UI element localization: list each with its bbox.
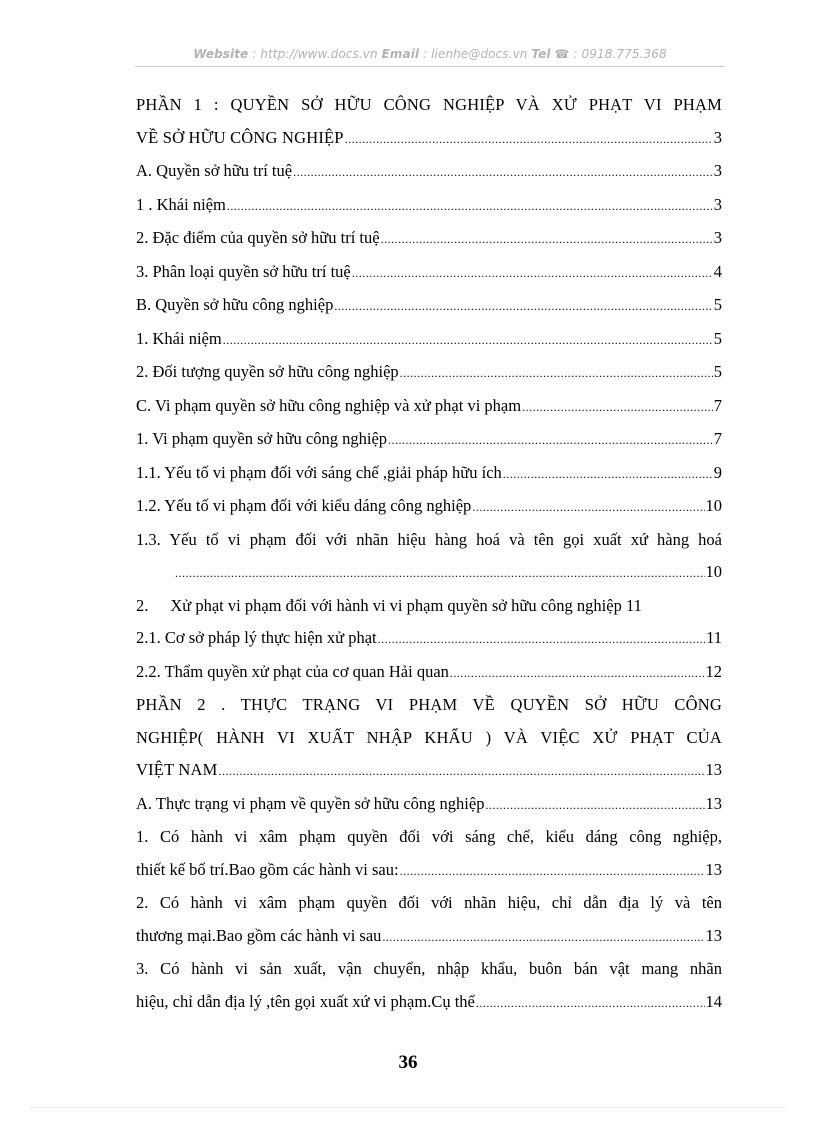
table-of-contents [136, 89, 722, 1019]
toc-leader-dots [219, 755, 705, 788]
toc-leader-dots [400, 357, 713, 390]
toc-entry-text: 2. Đối tượng quyền sở hữu công nghiệp [136, 362, 399, 381]
toc-entry-a1-1 [136, 189, 722, 223]
toc-entry-c1-2 [136, 590, 722, 623]
header-website-value: : http://www.docs.vn [252, 47, 378, 61]
page-number: 36 [398, 1052, 418, 1073]
toc-page-number: 5 [713, 328, 722, 348]
toc-entry-text: 1. Khái niệm [136, 328, 222, 348]
header-tel-label: Tel [531, 47, 551, 61]
toc-page-number: 7 [713, 429, 722, 448]
toc-page-number: 3 [713, 228, 722, 247]
toc-entry-number: 2. [136, 595, 149, 615]
toc-entry-text: 3. Phân loại quyền sở hữu trí tuệ [136, 261, 351, 281]
toc-page-number: 7 [713, 395, 722, 415]
toc-page-number: 13 [705, 925, 722, 945]
toc-entry-text: 1.2. Yếu tố vi phạm đối với kiểu dáng công nghiệp [136, 496, 472, 515]
toc-page-number: 13 [705, 793, 722, 813]
toc-entry-text: thiết kế bố trí.Bao gồm các hành vi sau: [136, 859, 399, 879]
toc-entry-text: 2. Đặc điểm của quyền sở hữu trí tuệ [136, 228, 380, 247]
toc-page-number: 13 [705, 859, 722, 879]
toc-page-number: 11 [625, 595, 642, 615]
toc-entry-c1 [136, 390, 722, 424]
toc-page-number: 4 [713, 261, 722, 281]
toc-entry-text: 1.1. Yếu tố vi phạm đối với sáng chế ,giải pháp hữu ích [136, 462, 502, 482]
header-email-value: : lienhe@docs.vn [423, 47, 528, 61]
toc-part1-line1: PHẦN 1 : QUYỀN SỞ HỮU CÔNG NGHIỆP VÀ XỬ PHẠT VI PHẠM [136, 95, 722, 114]
toc-part2-line2: NGHIỆP( HÀNH VI XUẤT NHẬP KHẨU ) VÀ VIỆC XỬ PHẠT CỦA [136, 727, 722, 747]
toc-entry-c1-1-2 [136, 490, 722, 524]
toc-entry-c1-1-3-line2 [136, 556, 722, 590]
toc-leader-dots [227, 190, 713, 223]
toc-page-number: 14 [705, 991, 722, 1011]
toc-part1-line2 [136, 122, 722, 156]
toc-entry-a1-2 [136, 222, 722, 256]
toc-leader-dots [472, 491, 704, 524]
toc-leader-dots [293, 156, 713, 189]
toc-entry-a1 [136, 155, 722, 189]
toc-entry-text: 2.1. Cơ sở pháp lý thực hiện xử phạt [136, 628, 377, 647]
toc-entry-c1-1 [136, 423, 722, 457]
toc-entry-c1-1-1 [136, 457, 722, 491]
toc-entry-text: hiệu, chỉ dẫn địa lý ,tên gọi xuất xứ vi phạm.Cụ thể [136, 991, 475, 1011]
toc-leader-dots [378, 623, 705, 656]
toc-entry-a2-2-line2 [136, 920, 722, 954]
toc-leader-dots [381, 223, 713, 256]
page-header [135, 47, 725, 61]
toc-page-number: 11 [706, 628, 722, 647]
toc-entry-a2-2-line1: 2. Có hành vi xâm phạm quyền đối với nhãn hiệu, chỉ dẫn địa lý và tên [136, 893, 722, 912]
toc-entry-a2-3-line2 [136, 986, 722, 1020]
toc-leader-dots [503, 458, 713, 491]
toc-entry-text: A. Thực trạng vi phạm về quyền sở hữu công nghiệp [136, 793, 485, 813]
toc-page-number: 12 [705, 661, 722, 681]
header-website-label: Website [193, 47, 249, 61]
toc-entry-text: 1 . Khái niệm [136, 194, 226, 214]
toc-part2-line3 [136, 754, 722, 788]
toc-entry-b1-1 [136, 323, 722, 357]
toc-page-number: 10 [705, 496, 722, 515]
toc-entry-c1-1-3-line1: 1.3. Yếu tố vi phạm đối với nhãn hiệu hàng hoá và tên gọi xuất xứ hàng hoá [136, 529, 722, 549]
toc-entry-text: 2.2. Thẩm quyền xử phạt của cơ quan Hải quan [136, 661, 449, 681]
toc-leader-dots [382, 921, 704, 954]
header-email-label: Email [381, 47, 420, 61]
toc-entry-text: A. Quyền sở hữu trí tuệ [136, 161, 293, 180]
toc-entry-text: 1. Vi phạm quyền sở hữu công nghiệp [136, 429, 388, 448]
toc-page-number: 5 [713, 295, 722, 314]
toc-entry-text: C. Vi phạm quyền sở hữu công nghiệp và xử phạt vi phạm [136, 395, 522, 415]
footer-divider [30, 1107, 786, 1108]
toc-entry-c1-2-1 [136, 622, 722, 656]
header-tel-value: ☎ : 0918.775.368 [554, 47, 667, 61]
toc-entry-a2-1-line1: 1. Có hành vi xâm phạm quyền đối với sáng chế, kiểu dáng công nghiệp, [136, 827, 722, 846]
toc-page-number: 10 [705, 562, 722, 581]
toc-part2-line1: PHẦN 2 . THỰC TRẠNG VI PHẠM VỀ QUYỀN SỞ HỮU CÔNG [136, 695, 722, 714]
toc-entry-b1-2 [136, 356, 722, 390]
toc-leader-dots [223, 324, 713, 357]
toc-leader-dots [450, 657, 705, 690]
toc-entry-text: VỀ SỞ HỮU CÔNG NGHIỆP [136, 127, 344, 147]
toc-page-number: 9 [713, 462, 722, 482]
toc-page-number: 3 [713, 127, 722, 147]
toc-page-number: 5 [713, 362, 722, 381]
toc-entry-a1-3 [136, 256, 722, 290]
toc-page-number: 13 [705, 760, 722, 779]
toc-entry-a2-1-line2 [136, 854, 722, 888]
toc-leader-dots [485, 789, 704, 822]
toc-entry-b1 [136, 289, 722, 323]
toc-leader-dots [522, 391, 713, 424]
toc-entry-a2 [136, 788, 722, 822]
toc-leader-dots [345, 123, 713, 156]
toc-leader-dots [400, 855, 705, 888]
toc-leader-dots [388, 424, 713, 457]
toc-entry-c1-2-2 [136, 656, 722, 690]
header-divider [135, 66, 725, 67]
toc-leader-dots [352, 257, 713, 290]
toc-entry-text: B. Quyền sở hữu công nghiệp [136, 295, 334, 314]
toc-page-number: 3 [713, 161, 722, 180]
toc-page-number: 3 [713, 194, 722, 214]
toc-leader-dots [476, 987, 705, 1020]
toc-entry-text: VIỆT NAM [136, 760, 218, 779]
toc-entry-text: Xử phạt vi phạm đối với hành vi vi phạm quyền sở hữu công nghiệp [170, 595, 622, 615]
toc-leader-dots [334, 290, 712, 323]
toc-entry-text: thương mại.Bao gồm các hành vi sau [136, 925, 382, 945]
toc-entry-a2-3-line1: 3. Có hành vi sản xuất, vận chuyển, nhập khẩu, buôn bán vật mang nhãn [136, 959, 722, 978]
toc-leader-dots [175, 557, 705, 590]
